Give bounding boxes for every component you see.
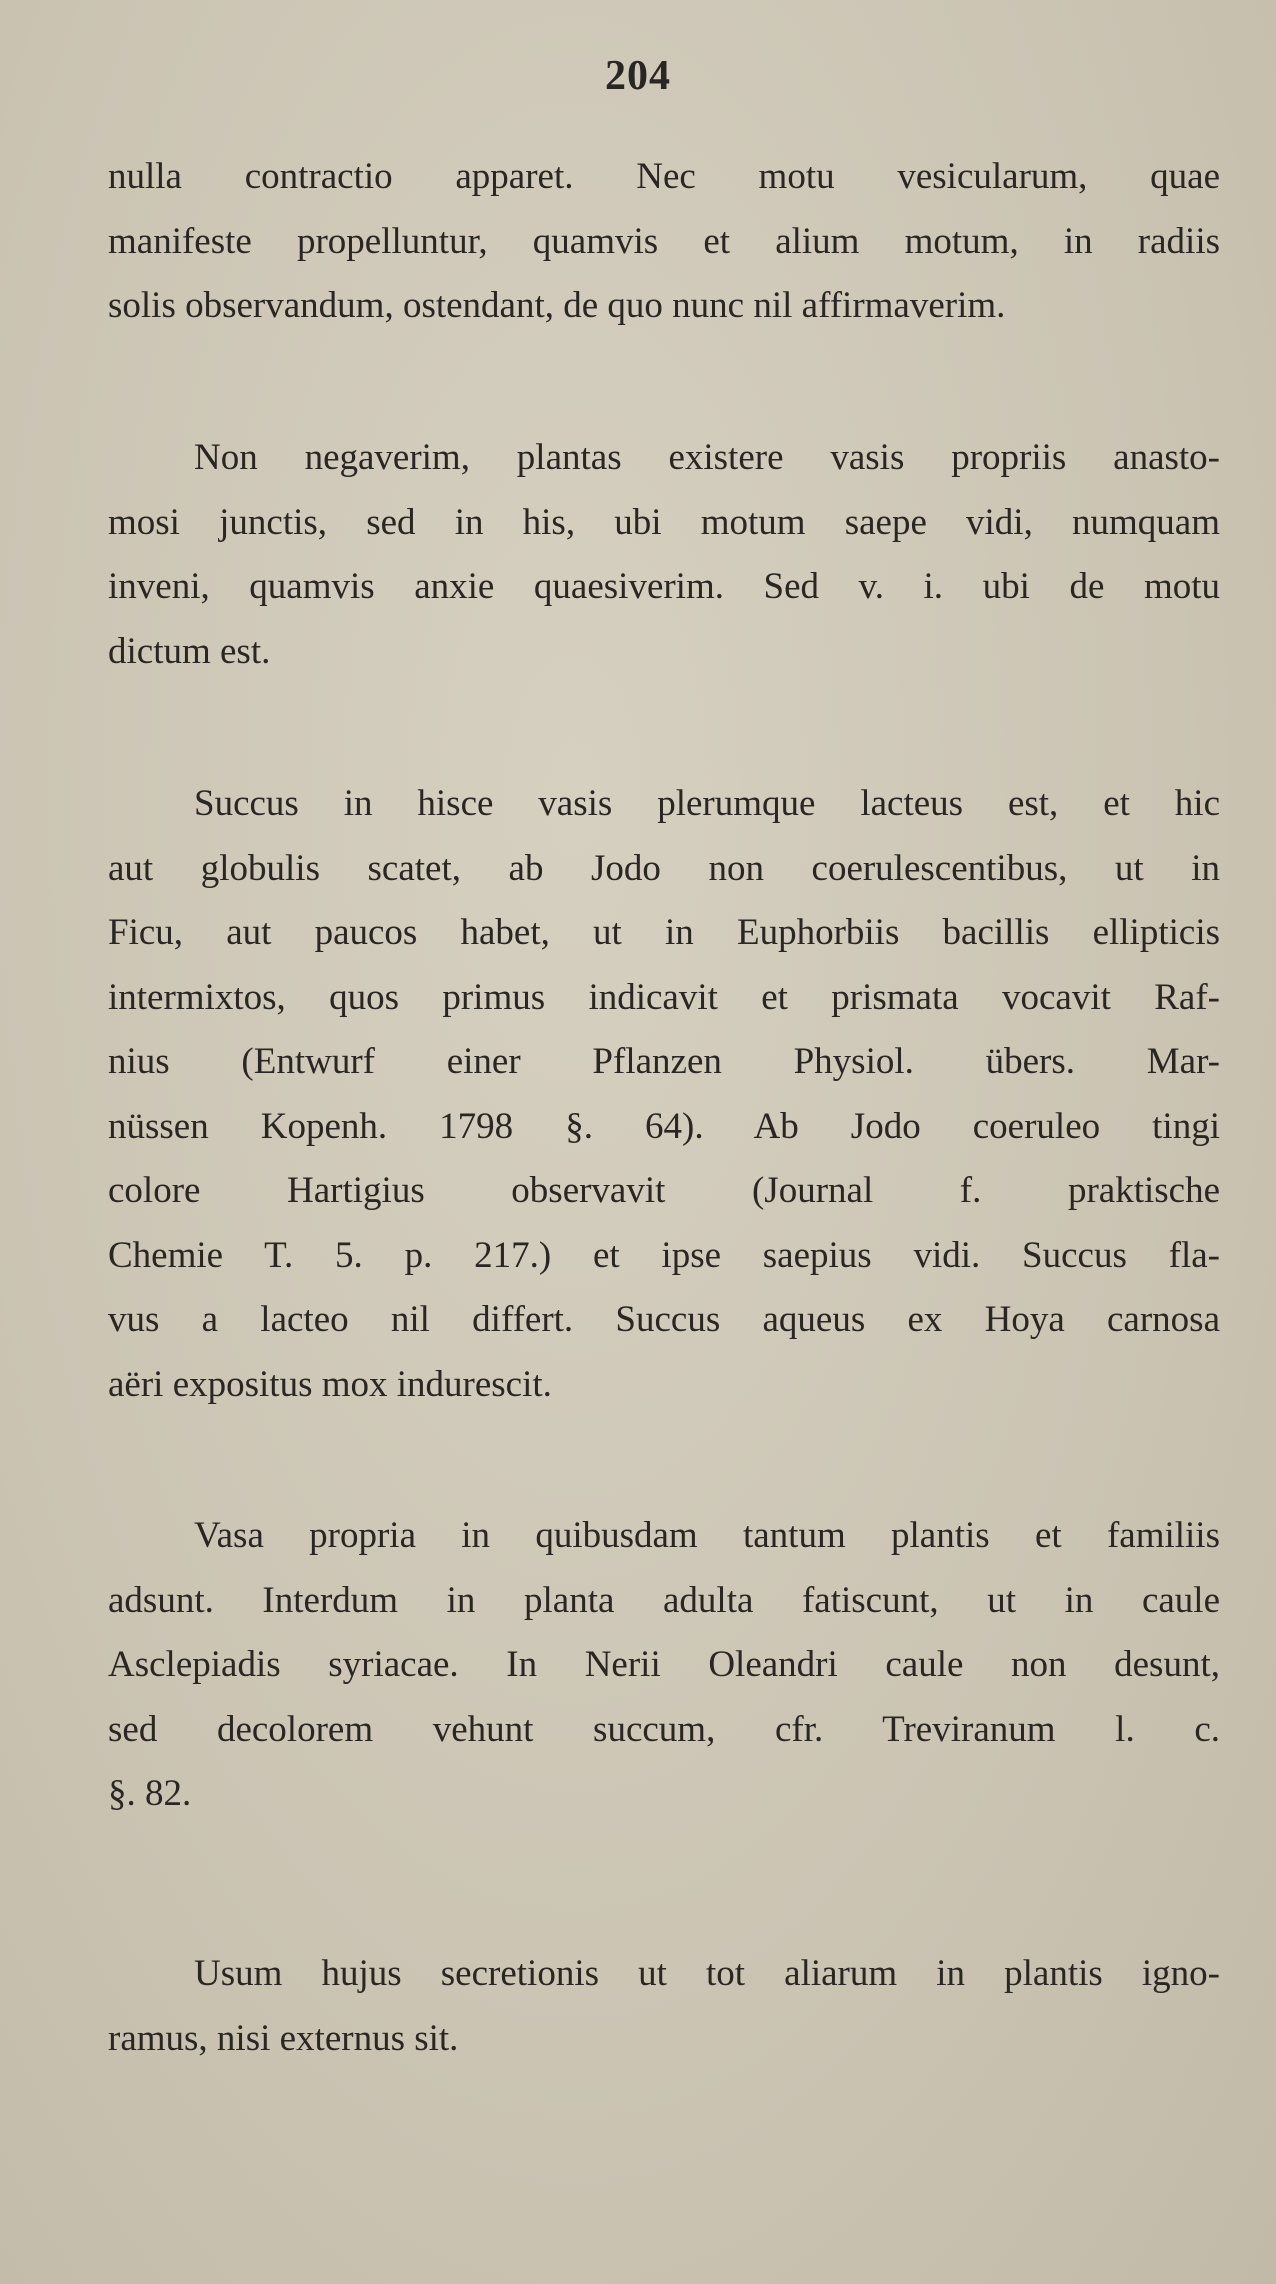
paragraph-1 [108,145,1220,339]
text-line: Vasa propria in quibusdam tantum plantis et familiis [194,1515,1220,1556]
paragraph-4 [108,1504,1220,1827]
text-line: Asclepiadis syriacae. In Nerii Oleandri caule non desunt, [108,1644,1220,1685]
text-line: Chemie T. 5. p. 217.) et ipse saepius vidi. Succus fla- [108,1234,1220,1276]
text-line: Non negaverim, plantas existere vasis propriis anasto- [194,437,1220,478]
text-line: dictum est. [108,630,271,672]
page-number: 204 [605,53,671,99]
text-line: vus a lacteo nil differt. Succus aqueus ex Hoya carnosa [108,1299,1220,1340]
paragraph-3 [108,772,1220,1417]
text-line: inveni, quamvis anxie quaesiverim. Sed v. i. ubi de motu [108,566,1220,607]
text-line: mosi junctis, sed in his, ubi motum saepe vidi, numquam [108,501,1220,543]
text-line: solis observandum, ostendant, de quo nunc nil affirmaverim. [108,285,1006,326]
text-line: sed decolorem vehunt succum, cfr. Treviranum l. c. [108,1708,1220,1750]
text-line: Usum hujus secretionis ut tot aliarum in plantis igno- [194,1953,1220,1994]
text-line: aut globulis scatet, ab Jodo non coerulescentibus, ut in [108,847,1220,889]
text-line: §. 82. [108,1773,192,1814]
paragraph-2 [108,426,1220,684]
text-line: ramus, nisi externus sit. [108,2017,459,2059]
text-line: adsunt. Interdum in planta adulta fatiscunt, ut in caule [108,1579,1220,1621]
text-line: nüssen Kopenh. 1798 §. 64). Ab Jodo coeruleo tingi [108,1105,1220,1147]
text-line: nulla contractio apparet. Nec motu vesicularum, quae [108,156,1220,197]
text-line: Succus in hisce vasis plerumque lacteus est, et hic [194,783,1220,824]
text-line: aëri expositus mox indurescit. [108,1363,552,1405]
text-line: colore Hartigius observavit (Journal f. praktische [108,1170,1220,1211]
text-line: Ficu, aut paucos habet, ut in Euphorbiis bacillis ellipticis [108,912,1220,953]
text-line: manifeste propelluntur, quamvis et alium motum, in radiis [108,220,1220,262]
text-line: intermixtos, quos primus indicavit et prismata vocavit Raf- [108,976,1220,1018]
text-line: nius (Entwurf einer Pflanzen Physiol. übers. Mar- [108,1041,1220,1082]
paragraph-5 [108,1942,1220,2071]
